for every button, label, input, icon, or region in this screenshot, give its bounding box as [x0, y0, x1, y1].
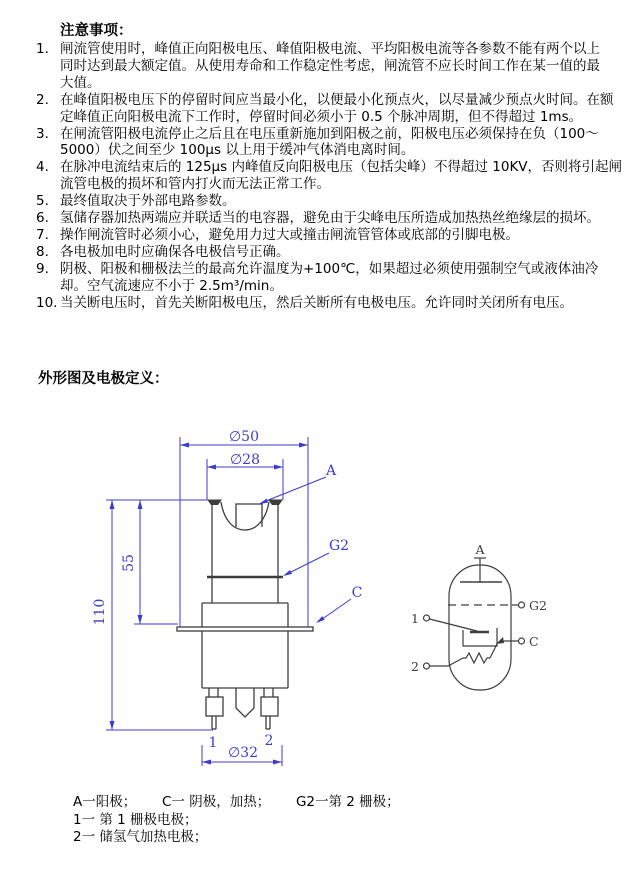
note-line: 大值。	[60, 74, 101, 91]
notes-title: 注意事项：	[60, 23, 133, 39]
note-line: 闸流管使用时，峰值正向阳极电压、峰值阳极电流、平均阳极电流等各参数不能有两个以上	[60, 41, 600, 57]
tube-body-outline	[177, 500, 313, 730]
note-line: 定峰值正向阳极电流下工作时，停留时间必须小于 0.5 个脉冲周期，但不得超过 1ms。	[60, 108, 583, 125]
legend-line-3: 2一 储氢气加热电极；	[73, 829, 208, 845]
note-line: 在峰值阳极电压下的停留时间应当最小化，以便最小化预点火，以尽量减少预点火时间。在额	[60, 91, 614, 108]
pin2-label: 2	[264, 733, 274, 749]
dim-height-110: 110	[92, 598, 108, 626]
note-line: 却。空气流速应不小于 2.5m³/min。	[60, 277, 283, 294]
schematic-terminal2-label: 2	[411, 659, 419, 674]
tube-schematic	[424, 558, 525, 690]
note-number: 6.	[36, 210, 49, 227]
note-number: 7.	[36, 226, 49, 243]
dim-height-55: 55	[121, 554, 137, 572]
note-line: 各电极加电时应确保各电极信号正确。	[60, 243, 290, 260]
dim-diameter-50: ∅50	[228, 429, 260, 445]
note-line: 同时达到最大额定值。从使用寿命和工作稳定性考虑，闸流管不应长时间工作在某一值的最	[60, 57, 600, 74]
schematic-anode-label: A	[475, 542, 485, 557]
legend-line-1: A一阳极； C一 阴极，加热； G2一第 2 栅极；	[73, 794, 400, 810]
note-line: 操作闸流管时必须小心，避免用力过大或撞击闸流管管体或底部的引脚电极。	[60, 226, 519, 243]
schematic-cathode-label: C	[529, 634, 539, 649]
anode-leader-label: A	[325, 463, 337, 479]
note-number: 10.	[36, 294, 58, 311]
terminal-1	[424, 615, 430, 621]
dim-diameter-32: ∅32	[227, 745, 259, 761]
note-number: 1.	[36, 41, 49, 57]
note-number: 5.	[36, 193, 49, 210]
note-line: 最终值取决于外部电路参数。	[60, 193, 236, 210]
note-line: 5000）伏之间至少 100μs 以上用于缓冲气体消电离时间。	[60, 142, 415, 159]
pin1-label: 1	[208, 735, 218, 751]
note-line: 在脉冲电流结束后的 125μs 内峰值反向阳极电压（包括尖峰）不得超过 10KV，否则将引起闸	[60, 159, 623, 176]
note-number: 4.	[36, 159, 49, 176]
note-line: 当关断电压时，首先关断阳极电压，然后关断所有电极电压。允许同时关闭所有电压。	[60, 294, 573, 311]
grid2-terminal	[519, 602, 525, 608]
note-number: 3.	[36, 125, 49, 142]
dim-diameter-28: ∅28	[229, 452, 261, 468]
legend-line-2: 1一 第 1 栅极电极；	[73, 811, 198, 828]
grid2-leader-label: G2	[328, 538, 350, 554]
dimension-lines	[106, 437, 351, 766]
schematic-grid2-label: G2	[529, 598, 547, 613]
note-line: 在闸流管阳极电流停止之后且在电压重新施加到阳极之前，阳极电压必须保持在负（100～	[60, 125, 599, 142]
note-line: 氢储存器加热两端应并联适当的电容器，避免由于尖峰电压所造成加热热丝绝缘层的损坏。	[60, 210, 600, 227]
note-number: 8.	[36, 243, 49, 260]
note-line: 流管电极的损坏和管内打火而无法正常工作。	[60, 176, 330, 193]
note-number: 9.	[36, 260, 49, 277]
cathode-terminal	[519, 638, 525, 644]
terminal-2	[424, 663, 430, 669]
outline-section-title: 外形图及电极定义：	[38, 371, 169, 387]
electrode-legend	[73, 794, 400, 847]
note-number: 2.	[36, 91, 49, 108]
cathode-leader-label: C	[351, 585, 363, 601]
note-line: 阴极、阳极和栅极法兰的最高允许温度为+100℃，如果超过必须使用强制空气或液体油冷	[60, 260, 599, 277]
schematic-terminal1-label: 1	[411, 611, 419, 626]
